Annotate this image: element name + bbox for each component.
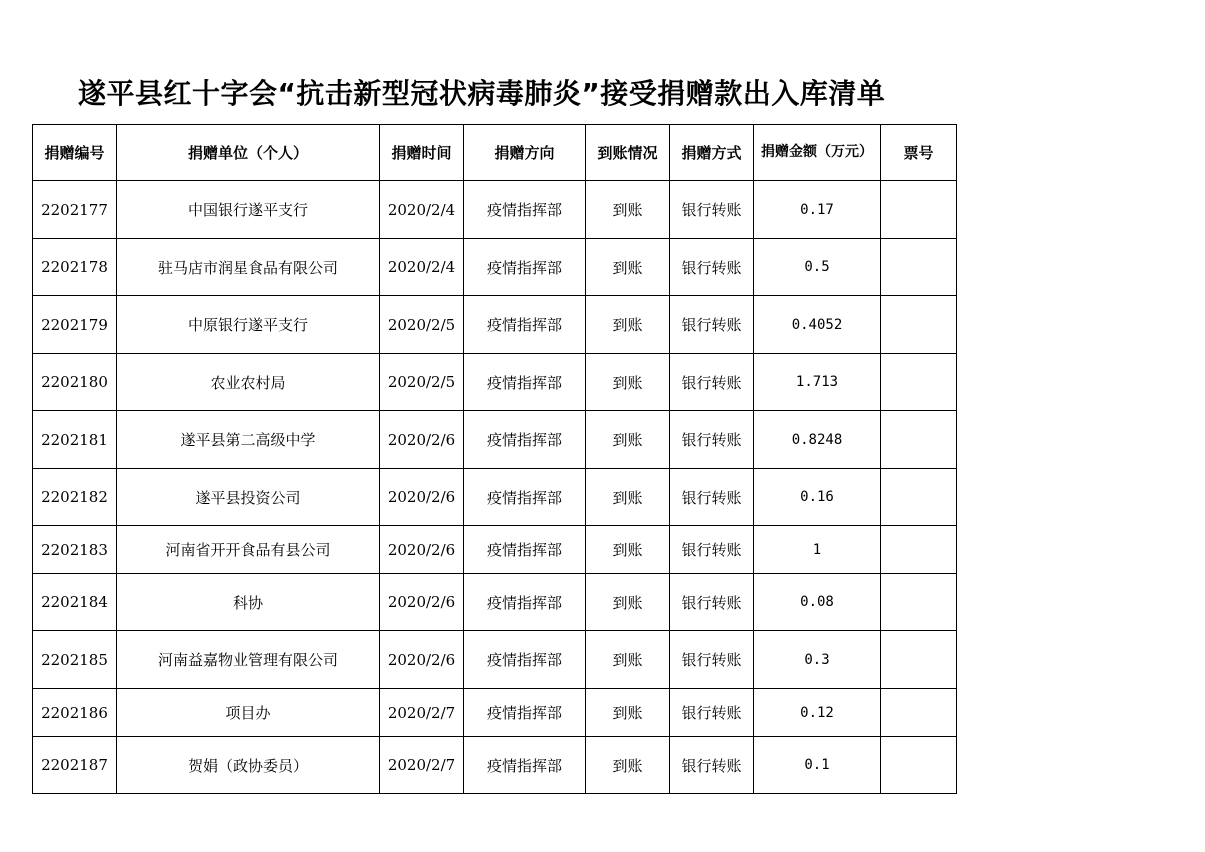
cell-donor: 农业农村局 [117,354,380,411]
cell-date: 2020/2/4 [380,239,464,296]
cell-id: 2202185 [33,631,117,689]
cell-status: 到账 [586,737,670,794]
table-header-row [33,125,957,181]
cell-method: 银行转账 [670,411,754,469]
cell-direction: 疫情指挥部 [464,181,586,239]
cell-donor: 贺娟（政协委员） [117,737,380,794]
cell-date: 2020/2/6 [380,411,464,469]
cell-amount: 0.16 [754,469,881,526]
cell-id: 2202184 [33,574,117,631]
cell-direction: 疫情指挥部 [464,239,586,296]
cell-status: 到账 [586,239,670,296]
cell-direction: 疫情指挥部 [464,737,586,794]
cell-direction: 疫情指挥部 [464,469,586,526]
cell-amount: 0.12 [754,689,881,737]
cell-donor: 驻马店市润星食品有限公司 [117,239,380,296]
cell-method: 银行转账 [670,239,754,296]
column-header-amount: 捐赠金额（万元） [754,125,881,181]
cell-ticket [881,631,957,689]
cell-status: 到账 [586,296,670,354]
cell-donor: 项目办 [117,689,380,737]
column-header-method: 捐赠方式 [670,125,754,181]
cell-date: 2020/2/5 [380,354,464,411]
cell-direction: 疫情指挥部 [464,354,586,411]
cell-amount: 1.713 [754,354,881,411]
cell-method: 银行转账 [670,469,754,526]
cell-donor: 科协 [117,574,380,631]
column-header-date: 捐赠时间 [380,125,464,181]
cell-status: 到账 [586,181,670,239]
cell-amount: 0.8248 [754,411,881,469]
cell-ticket [881,354,957,411]
cell-method: 银行转账 [670,631,754,689]
table-row [33,181,957,239]
cell-id: 2202179 [33,296,117,354]
cell-amount: 0.17 [754,181,881,239]
cell-direction: 疫情指挥部 [464,574,586,631]
column-header-id: 捐赠编号 [33,125,117,181]
cell-ticket [881,469,957,526]
column-header-status: 到账情况 [586,125,670,181]
cell-id: 2202178 [33,239,117,296]
cell-donor: 中国银行遂平支行 [117,181,380,239]
cell-ticket [881,737,957,794]
cell-method: 银行转账 [670,296,754,354]
cell-donor: 中原银行遂平支行 [117,296,380,354]
table-row [33,737,957,794]
cell-date: 2020/2/6 [380,526,464,574]
cell-status: 到账 [586,469,670,526]
cell-date: 2020/2/6 [380,574,464,631]
cell-ticket [881,296,957,354]
cell-date: 2020/2/4 [380,181,464,239]
cell-ticket [881,239,957,296]
cell-direction: 疫情指挥部 [464,526,586,574]
cell-date: 2020/2/5 [380,296,464,354]
column-header-direction: 捐赠方向 [464,125,586,181]
cell-id: 2202182 [33,469,117,526]
cell-id: 2202183 [33,526,117,574]
table-row [33,296,957,354]
cell-date: 2020/2/6 [380,469,464,526]
column-header-ticket: 票号 [881,125,957,181]
cell-donor: 遂平县第二高级中学 [117,411,380,469]
cell-id: 2202180 [33,354,117,411]
cell-id: 2202186 [33,689,117,737]
cell-method: 银行转账 [670,181,754,239]
cell-direction: 疫情指挥部 [464,411,586,469]
cell-ticket [881,181,957,239]
table-row [33,689,957,737]
cell-amount: 0.4052 [754,296,881,354]
table-row [33,354,957,411]
cell-date: 2020/2/7 [380,737,464,794]
donation-table [32,124,957,794]
cell-method: 银行转账 [670,354,754,411]
cell-id: 2202177 [33,181,117,239]
cell-date: 2020/2/7 [380,689,464,737]
cell-ticket [881,574,957,631]
cell-amount: 1 [754,526,881,574]
cell-donor: 河南省开开食品有县公司 [117,526,380,574]
cell-amount: 0.08 [754,574,881,631]
page-title: 遂平县红十字会“抗击新型冠状病毒肺炎”接受捐赠款出入库清单 [78,77,886,110]
column-header-donor: 捐赠单位（个人） [117,125,380,181]
cell-ticket [881,526,957,574]
cell-direction: 疫情指挥部 [464,689,586,737]
table-row [33,526,957,574]
table-body [33,181,957,794]
table-row [33,411,957,469]
cell-method: 银行转账 [670,737,754,794]
cell-donor: 遂平县投资公司 [117,469,380,526]
table-row [33,574,957,631]
table-row [33,631,957,689]
cell-status: 到账 [586,631,670,689]
cell-ticket [881,411,957,469]
cell-direction: 疫情指挥部 [464,631,586,689]
table-row [33,239,957,296]
cell-amount: 0.1 [754,737,881,794]
cell-method: 银行转账 [670,574,754,631]
cell-direction: 疫情指挥部 [464,296,586,354]
table-row [33,469,957,526]
cell-amount: 0.5 [754,239,881,296]
cell-method: 银行转账 [670,526,754,574]
cell-method: 银行转账 [670,689,754,737]
cell-id: 2202187 [33,737,117,794]
cell-status: 到账 [586,526,670,574]
cell-ticket [881,689,957,737]
cell-donor: 河南益嘉物业管理有限公司 [117,631,380,689]
cell-id: 2202181 [33,411,117,469]
cell-status: 到账 [586,574,670,631]
cell-status: 到账 [586,411,670,469]
cell-amount: 0.3 [754,631,881,689]
cell-date: 2020/2/6 [380,631,464,689]
cell-status: 到账 [586,354,670,411]
cell-status: 到账 [586,689,670,737]
